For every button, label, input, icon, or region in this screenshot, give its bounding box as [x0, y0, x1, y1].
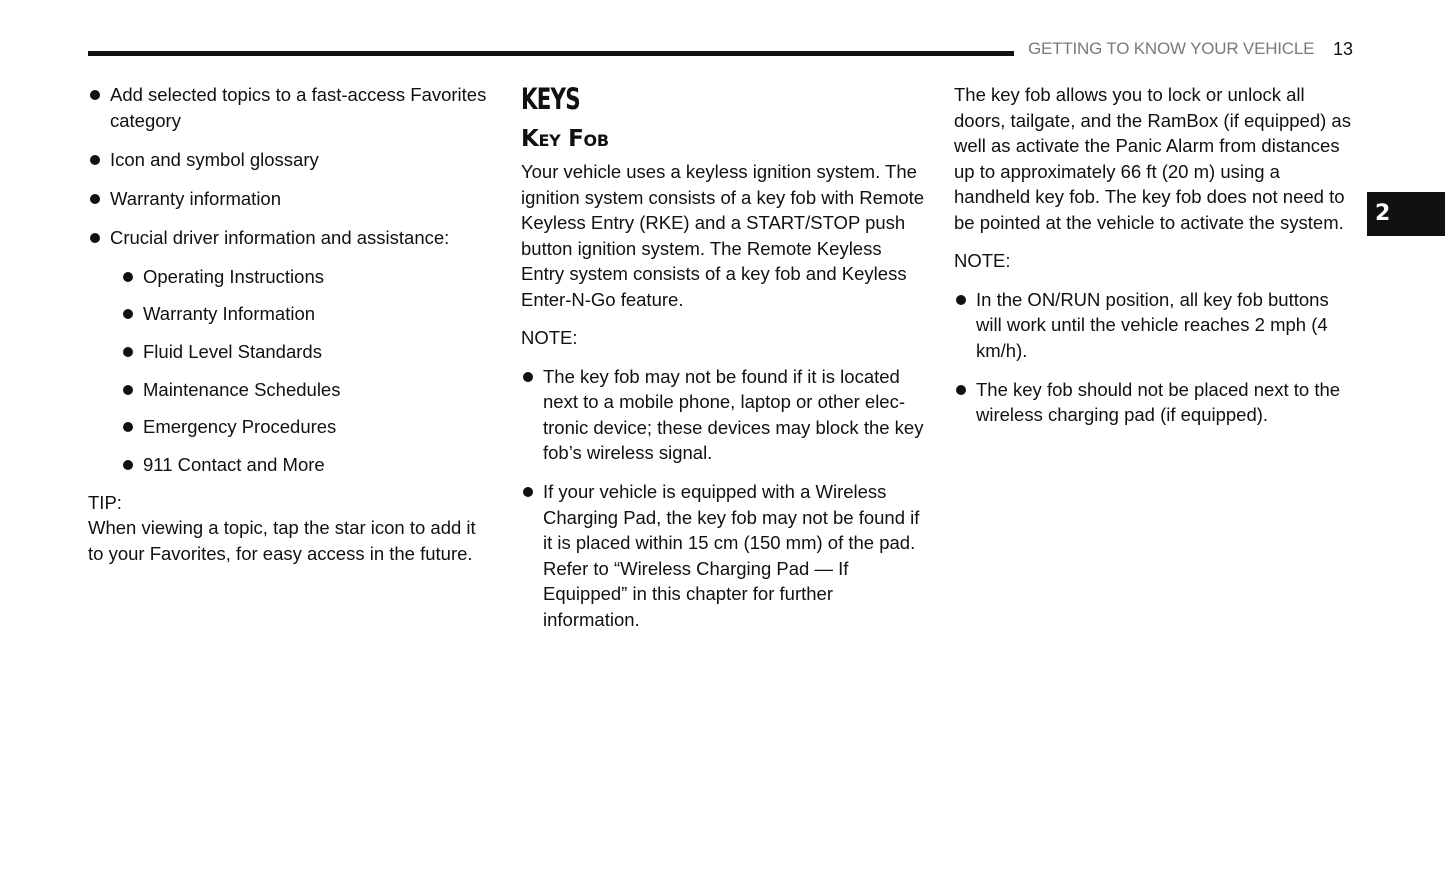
running-header-section: GETTING TO KNOW YOUR VEHICLE: [1028, 39, 1315, 58]
list-item: Icon and symbol glossary: [88, 147, 493, 173]
page-number: 13: [1333, 39, 1354, 59]
feature-list: [88, 82, 493, 250]
tip-label: TIP:: [88, 491, 122, 513]
note-label: NOTE:: [954, 250, 1011, 271]
list-item: Emergency Procedures: [121, 414, 493, 440]
list-item: The key fob may not be found if it is located next to a mobile phone, laptop or other elec-tronic device; these devices may block the key fob’s wireless signal.: [521, 364, 926, 466]
key-fob-intro-paragraph: Your vehicle uses a keyless ignition system. The ignition system consists of a key fob with Remote Keyless Entry (RKE) and a START/STOP push button ignition system. The Remote Keyless Entry system consists of a key fob and Keyless Enter-N-Go feature.: [521, 161, 925, 310]
chapter-tab[interactable]: 2: [1367, 192, 1445, 236]
list-item: 911 Contact and More: [121, 452, 493, 478]
note-list: [954, 287, 1359, 428]
list-item: Add selected topics to a fast-access Favorites category: [88, 82, 493, 133]
tip-text: When viewing a topic, tap the star icon to add it to your Favorites, for easy access in the future.: [88, 517, 476, 564]
list-item: Warranty Information: [121, 301, 493, 327]
key-fob-function-paragraph: The key fob allows you to lock or unlock all doors, tailgate, and the RamBox (if equipped) as well as activate the Panic Alarm from distances up to approximately 66 ft (20 m) using a handheld key fob. The key fob does not need to be pointed at the vehicle to activate the system.: [954, 84, 1351, 233]
list-item: If your vehicle is equipped with a Wireless Charging Pad, the key fob may not be found if it is placed within 15 cm (150 mm) of the pad. Refer to “Wireless Charging Pad — If Equipped” in this chapter for further information.: [521, 479, 926, 632]
column-3: [954, 82, 1359, 441]
section-heading-keys: KEYS: [521, 82, 580, 116]
list-item: Operating Instructions: [121, 264, 493, 290]
list-item: Crucial driver information and assistance:: [88, 225, 493, 251]
subheading-key-fob: Key Fob: [521, 126, 609, 152]
list-item: Fluid Level Standards: [121, 339, 493, 365]
column-1: [88, 82, 493, 566]
note-label: NOTE:: [521, 327, 578, 348]
list-item: Warranty information: [88, 186, 493, 212]
list-item: Maintenance Schedules: [121, 377, 493, 403]
note-list: [521, 364, 926, 633]
driver-info-sublist: [121, 264, 493, 478]
list-item: The key fob should not be placed next to the wireless charging pad (if equipped).: [954, 377, 1359, 428]
header-rule: [88, 51, 1014, 56]
column-2: [521, 82, 926, 646]
list-item: In the ON/RUN position, all key fob buttons will work until the vehicle reaches 2 mph (4 km/h).: [954, 287, 1359, 364]
